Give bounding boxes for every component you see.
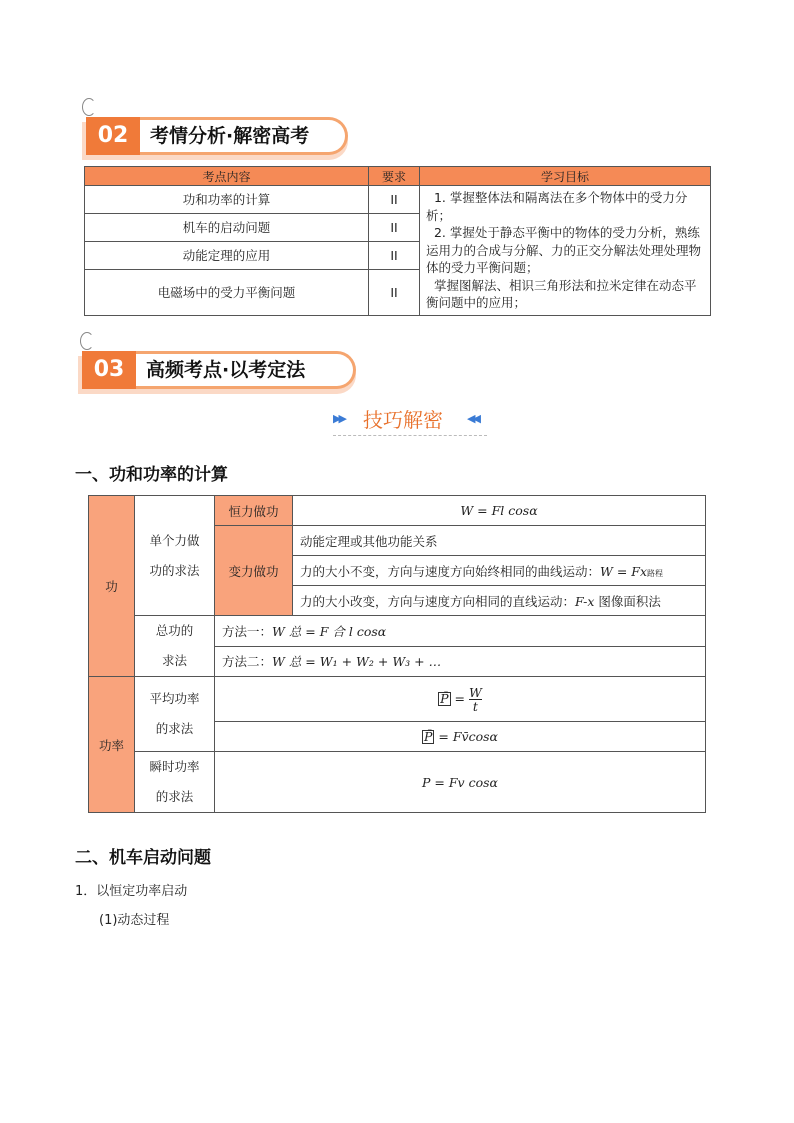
section-title: 高频考点·以考定法 — [146, 359, 306, 381]
dashed-divider — [333, 435, 487, 436]
level-cell: II — [369, 241, 420, 269]
exam-analysis-table — [84, 166, 711, 316]
goal-item: 掌握图解法、相识三角形法和拉米定律在动态平衡问题中的应用； — [426, 277, 697, 310]
table-header: 学习目标 — [420, 167, 711, 186]
section-number: 03 — [82, 351, 136, 389]
goal-item: 1. 掌握整体法和隔离法在多个物体中的受力分析； — [426, 190, 688, 223]
instant-power-cell: 瞬时功率 的求法 — [135, 752, 215, 813]
constant-force-formula: W = Fl cosα — [293, 496, 706, 526]
learning-goals-cell — [420, 186, 711, 316]
list-subitem: (1)动态过程 — [99, 913, 170, 928]
section-title: 考情分析·解密高考 — [150, 125, 310, 147]
level-cell: II — [369, 269, 420, 315]
skills-title: 技巧解密 — [363, 408, 443, 432]
total-work-cell: 总功的 求法 — [135, 616, 215, 677]
single-force-cell: 单个力做 功的求法 — [135, 496, 215, 616]
table-header: 要求 — [369, 167, 420, 186]
topic-cell: 功和功率的计算 — [85, 186, 369, 214]
table-header: 考点内容 — [85, 167, 369, 186]
power-label-cell: 功率 — [89, 677, 135, 813]
method-one: 方法一：W 总 = F 合 l cosα — [215, 616, 706, 647]
level-cell: II — [369, 186, 420, 214]
constant-force-cell: 恒力做功 — [215, 496, 293, 526]
instant-power-formula: P = Fv cosα — [215, 752, 706, 813]
list-item: 1．以恒定功率启动 — [75, 884, 188, 899]
topic-cell: 电磁场中的受力平衡问题 — [85, 269, 369, 315]
variable-row: 力的大小不变，方向与速度方向始终相同的曲线运动：W = Fx路程 — [293, 556, 706, 586]
average-power-formula-1: P̄ = $\frac{W}{t}$ — [215, 677, 706, 722]
method-two: 方法二：W 总 = W₁ + W₂ + W₃ + … — [215, 646, 706, 677]
level-cell: II — [369, 213, 420, 241]
section-banner-03 — [78, 346, 358, 394]
work-label-cell: 功 — [89, 496, 135, 677]
double-left-arrow-icon: ◀◀ — [467, 412, 478, 425]
heading-work-power: 一、功和功率的计算 — [75, 465, 228, 485]
section-banner-02 — [82, 112, 350, 160]
work-power-table — [88, 495, 706, 813]
skills-title-block — [333, 404, 487, 438]
variable-row: 力的大小改变，方向与速度方向相同的直线运动：F-x 图像面积法 — [293, 586, 706, 616]
average-power-formula-2: P̄ = Fv̄cosα — [215, 722, 706, 752]
variable-row: 动能定理或其他功能关系 — [293, 526, 706, 556]
topic-cell: 动能定理的应用 — [85, 241, 369, 269]
heading-locomotive-start: 二、机车启动问题 — [75, 848, 211, 868]
double-right-arrow-icon: ▶▶ — [333, 412, 344, 425]
goal-item: 2. 掌握处于静态平衡中的物体的受力分析，熟练运用力的合成与分解、力的正交分解法处理处理物体的受力平衡问题； — [426, 225, 702, 275]
average-power-cell: 平均功率 的求法 — [135, 677, 215, 752]
variable-force-cell: 变力做功 — [215, 526, 293, 616]
section-number: 02 — [86, 117, 140, 155]
topic-cell: 机车的启动问题 — [85, 213, 369, 241]
